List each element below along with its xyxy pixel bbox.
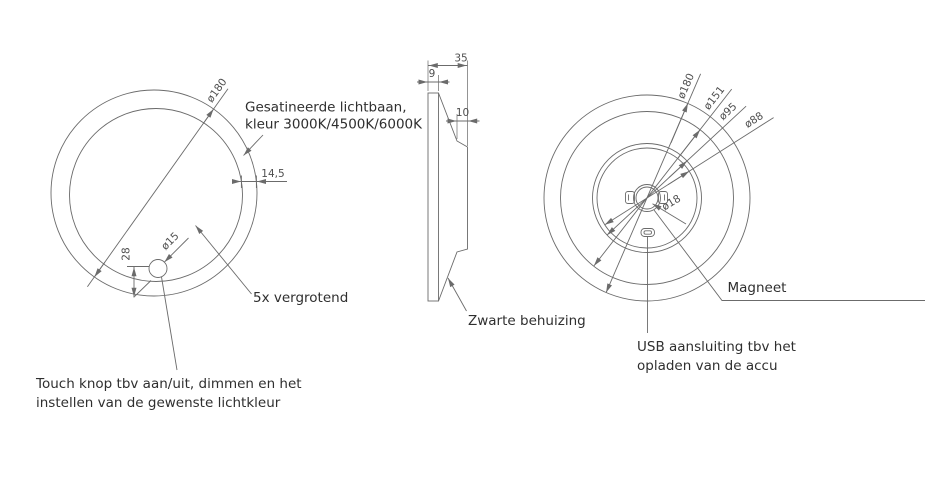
- magnify-note: 5x vergrotend: [253, 290, 349, 306]
- touch-note-line2: instellen van de gewenste lichtkleur: [36, 395, 281, 411]
- mirror-glass-profile: [428, 93, 439, 301]
- touch-note-line1: Touch knop tbv aan/uit, dimmen en het: [36, 376, 302, 392]
- lightband-leader: [244, 135, 264, 156]
- housing-note: Zwarte behuizing: [468, 313, 586, 329]
- housing-leader: [448, 278, 467, 311]
- band-width-label: 14,5: [261, 168, 285, 180]
- touch-leader: [162, 277, 178, 370]
- lightband-note-line1: Gesatineerde lichtbaan,: [245, 99, 407, 116]
- usb-note-line2: opladen van de accu: [637, 358, 778, 374]
- back-diameter-dims: [594, 71, 774, 293]
- back-dia-ring-inner-label: ø88: [742, 109, 766, 131]
- magnet-note: Magneet: [727, 280, 787, 296]
- usb-note-line1: USB aansluiting tbv het: [637, 339, 796, 355]
- usb-port: [641, 229, 655, 237]
- back-depth-label: 10: [455, 107, 470, 119]
- front-view: [35, 76, 423, 411]
- magnify-leader: [196, 226, 252, 295]
- depth-label: 35: [454, 52, 468, 65]
- back-dia-outer-label: ø180: [675, 71, 698, 101]
- housing-profile: [439, 93, 468, 301]
- knob-offset-label: 28: [120, 247, 133, 261]
- front-diameter-label: ø180: [204, 76, 230, 105]
- knob-dia-label: ø15: [159, 230, 182, 253]
- glass-thickness-label: 9: [428, 68, 436, 80]
- back-view: [544, 72, 925, 374]
- mount-dia-label: ø18: [659, 192, 684, 214]
- lightband-note-line2: kleur 3000K/4500K/6000K: [245, 116, 422, 133]
- lightband-inner-circle: [70, 109, 243, 282]
- touch-knob-circle: [149, 260, 167, 278]
- back-dia-ring-outer-label: ø95: [716, 100, 740, 123]
- back-dia-light-ring-label: ø151: [701, 84, 728, 113]
